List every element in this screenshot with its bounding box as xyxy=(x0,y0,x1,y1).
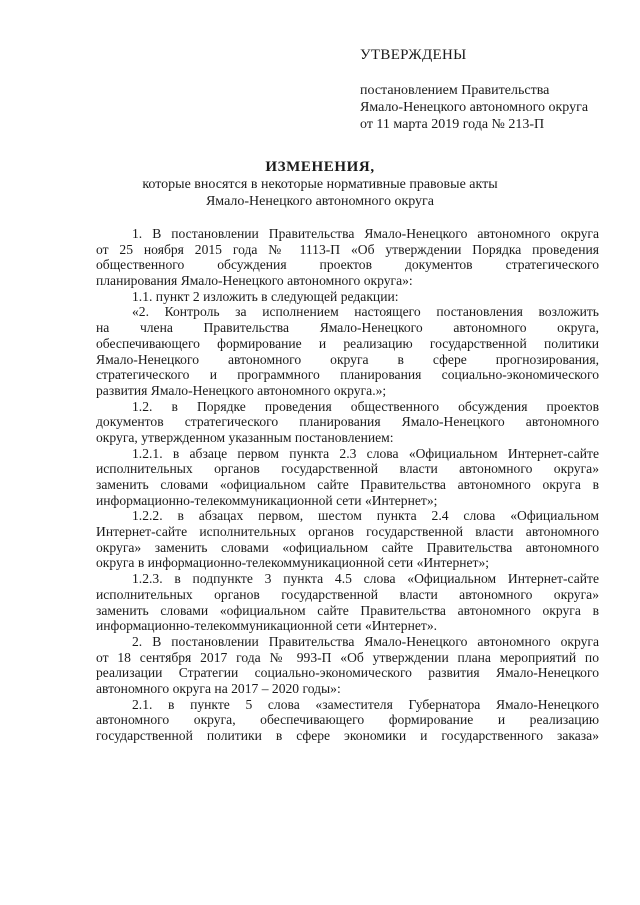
body-text-line: стратегического и программного планирования социально-экономического xyxy=(96,367,599,383)
document-subtitle-line: которые вносятся в некоторые нормативные правовые акты xyxy=(142,177,498,192)
body-text-line: «2. Контроль за исполнением настоящего постановления возложить xyxy=(132,304,599,320)
approval-title: УТВЕРЖДЕНЫ xyxy=(360,47,467,63)
document-heading xyxy=(0,158,640,210)
body-text-line: автономного округа на 2017 – 2020 годы»: xyxy=(96,680,341,696)
document-subtitle-line: Ямало-Ненецкого автономного округа xyxy=(205,194,435,209)
body-text-line: от 18 сентября 2017 года № 993-П «Об утверждении плана мероприятий по xyxy=(96,649,599,665)
body-text-line: исполнительных органов государственной власти автономного округа» xyxy=(96,461,599,477)
approval-stamp-block xyxy=(360,47,620,133)
body-text-line: государственной политики в сфере экономики и государственного заказа» xyxy=(96,728,599,743)
body-text-line: заменить словами «официальном сайте Правительства автономного округа в xyxy=(96,602,599,618)
body-text-line: 1.2.1. в абзаце первом пункта 2.3 слова «Официальном Интернет-сайте xyxy=(132,445,599,461)
approval-line: постановлением Правительства xyxy=(360,83,550,98)
body-text-line: 2. В постановлении Правительства Ямало-Ненецкого автономного округа xyxy=(132,633,599,649)
body-text-line: планирования Ямало-Ненецкого автономного округа»: xyxy=(96,273,413,289)
body-text-line: 1.1. пункт 2 изложить в следующей редакции: xyxy=(132,288,399,304)
body-text-line: округа, утвержденном указанным постановлением: xyxy=(96,429,394,445)
approval-line: Ямало-Ненецкого автономного округа xyxy=(360,100,589,115)
body-text-line: обеспечивающего формирование и реализацию государственной политики xyxy=(96,335,599,351)
body-text-line: развития Ямало-Ненецкого автономного округа.»; xyxy=(96,382,387,398)
body-text-line: Ямало-Ненецкого автономного округа в сфере прогнозирования, xyxy=(96,351,599,367)
body-text-line: заменить словами «официальном сайте Правительства автономного округа в xyxy=(96,477,599,492)
body-text-line: реализации Стратегии социально-экономического развития Ямало-Ненецкого xyxy=(96,665,599,681)
body-text-line: Интернет-сайте исполнительных органов государственной власти автономного xyxy=(96,524,599,540)
body-text-line: автономного округа, обеспечивающего формирование и реализацию xyxy=(96,712,599,728)
body-text-line: на члена Правительства Ямало-Ненецкого автономного округа, xyxy=(96,320,599,336)
document-title: ИЗМЕНЕНИЯ, xyxy=(265,159,375,175)
body-text-line: 1.2.2. в абзацах первом, шестом пункта 2.4 слова «Официальном xyxy=(132,508,599,524)
body-text-line: от 25 ноября 2015 года № 1113-П «Об утверждении Порядка проведения xyxy=(96,241,599,257)
body-text-line: 1.2.3. в подпункте 3 пункта 4.5 слова «Официальном Интернет-сайте xyxy=(132,571,599,587)
body-text-line: округа» заменить словами «официальном сайте Правительства автономного xyxy=(96,539,599,555)
body-text-line: информационно-телекоммуникационной сети «Интернет»; xyxy=(96,492,438,508)
body-text-line: 1.2. в Порядке проведения общественного обсуждения проектов xyxy=(132,398,599,414)
document-body xyxy=(96,226,599,744)
body-text-line: документов стратегического планирования Ямало-Ненецкого автономного xyxy=(96,414,599,430)
body-text-line: округа в информационно-телекоммуникационной сети «Интернет»; xyxy=(96,555,490,571)
body-text-line: информационно-телекоммуникационной сети «Интернет». xyxy=(96,618,438,634)
body-text-line: общественного обсуждения проектов документов стратегического xyxy=(96,257,599,273)
body-text-line: 1. В постановлении Правительства Ямало-Ненецкого автономного округа xyxy=(132,226,599,241)
body-text-line: 2.1. в пункте 5 слова «заместителя Губернатора Ямало-Ненецкого xyxy=(132,696,599,712)
approval-line: от 11 марта 2019 года № 213-П xyxy=(360,117,545,132)
body-text-line: исполнительных органов государственной власти автономного округа» xyxy=(96,586,599,602)
